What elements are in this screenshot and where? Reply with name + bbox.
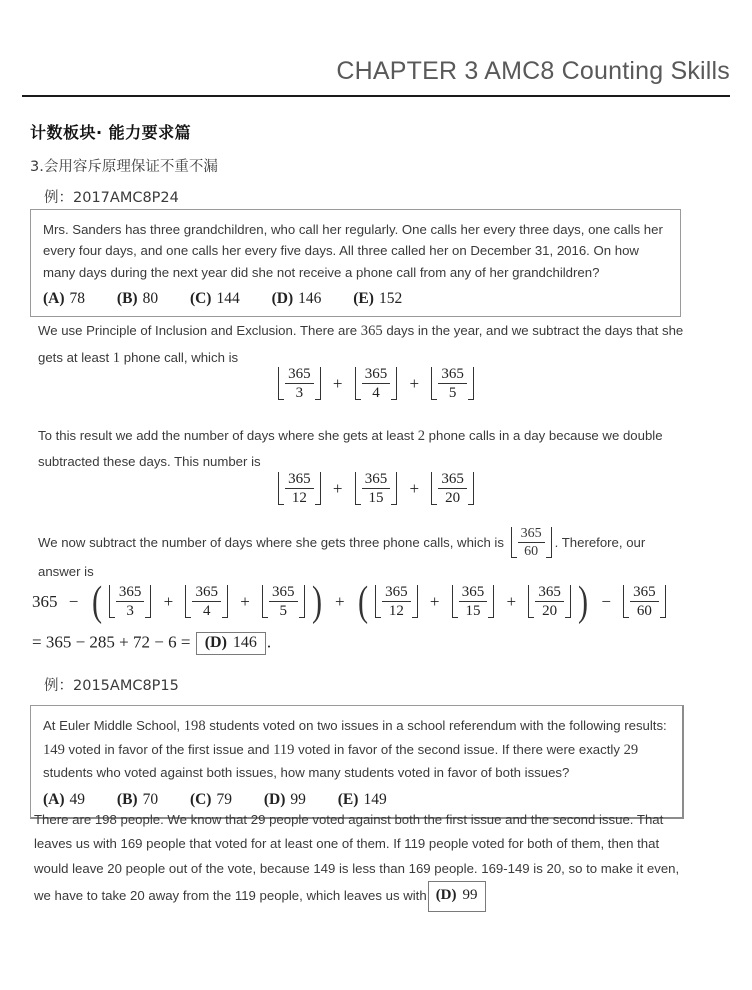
choice-a[interactable] [43, 791, 85, 809]
sol1-text-a: We use Principle of Inclusion and Exclusion. There are [38, 323, 361, 338]
sol2-number-2: 2 [417, 428, 426, 444]
chapter-title: CHAPTER 3 AMC8 Counting Skills [336, 57, 730, 85]
sol2-text-b: phone calls in a day because we double subtracted these days. This number is [38, 428, 663, 469]
choice-e-value: 152 [378, 290, 403, 308]
choice-c-value: 144 [216, 290, 240, 308]
sol1-number-365: 365 [360, 323, 383, 339]
floor-365-over-3 [278, 366, 321, 401]
floor-365-over-60 [623, 584, 666, 619]
frac-num: 365 [192, 584, 221, 602]
floor-365-over-20 [431, 471, 474, 506]
header-divider [22, 95, 730, 97]
inline-floor-365-over-60 [510, 526, 553, 559]
choice-c-value: 79 [216, 790, 232, 808]
result-suffix: . [266, 632, 272, 652]
choice-c-letter: (C) [189, 290, 212, 308]
floor-365-over-12 [375, 584, 418, 619]
choice-d-value: 99 [290, 790, 306, 808]
choice-a[interactable] [43, 290, 85, 308]
section-heading: 计数板块· 能力要求篇 [30, 123, 192, 142]
frac-den: 4 [202, 603, 211, 620]
choice-c-letter: (C) [189, 790, 212, 808]
answer-choices-1 [43, 290, 668, 308]
choice-d[interactable] [272, 290, 322, 308]
problem-2-text-b: students voted on two issues in a school referendum with the following [205, 718, 621, 733]
problem-2-text-g: students who voted against both issues, how many students voted in favor of both issues? [43, 765, 570, 781]
boxed-answer-1 [196, 632, 266, 655]
frac-den: 15 [465, 603, 481, 620]
left-paren-2: ( [357, 578, 368, 625]
frac-num: 365 [382, 584, 411, 602]
frac-num: 365 [285, 471, 314, 489]
frac-num: 365 [362, 471, 391, 489]
choice-d[interactable] [264, 791, 306, 809]
problem-2-text-a: At Euler Middle School, [43, 718, 184, 733]
frac-num: 365 [116, 584, 145, 602]
boxed-answer-2 [428, 881, 486, 912]
choice-e-value: 149 [363, 790, 387, 808]
choice-e-letter: (E) [353, 290, 374, 308]
sol1-text-b: days in the year, and we subtract the days that she gets at least [38, 323, 684, 365]
frac-den: 12 [291, 490, 307, 507]
frac-den: 3 [126, 603, 134, 620]
problem-2-number-198: 198 [183, 718, 206, 734]
sol2-text-a: To this result we add the number of days where she gets at least [38, 428, 418, 443]
frac-den: 12 [388, 603, 404, 620]
choice-b-letter: (B) [116, 290, 138, 308]
floor-365-over-5 [431, 366, 474, 401]
right-paren-1: ) [311, 578, 322, 625]
minus-operator: − [601, 591, 611, 611]
choice-b-value: 70 [142, 790, 159, 808]
choice-d-letter: (D) [271, 290, 294, 308]
right-paren-2: ) [578, 578, 589, 625]
problem-1-line-3: days during the next year did she not receive a phone call from any of her grandchildren? [78, 264, 600, 280]
solution-paragraph-4 [34, 808, 694, 912]
solution-paragraph-3 [38, 527, 688, 585]
frac-den: 4 [372, 385, 380, 402]
frac-den: 60 [524, 544, 539, 560]
problem-statement-1 [43, 219, 668, 283]
choice-e-letter: (E) [337, 790, 359, 808]
example-label-2: 例：2015AMC8P15 [44, 678, 179, 694]
plus-operator: + [409, 373, 420, 393]
frac-num: 365 [285, 366, 314, 384]
sol3-text-b: . Therefore, our answer is [38, 535, 646, 580]
left-paren-1: ( [91, 578, 102, 625]
section-subheading: 3.会用容斥原理保证不重不漏 [30, 159, 218, 175]
problem-2-text-d: voted in favor of the first issue and [64, 741, 274, 757]
sol1-number-1: 1 [112, 349, 121, 366]
plus-operator: + [506, 591, 517, 611]
problem-2-number-29: 29 [623, 741, 639, 758]
formula-result-line [32, 632, 271, 655]
boxed-answer-value: 99 [462, 887, 478, 904]
choice-b-value: 80 [142, 290, 159, 308]
frac-den: 5 [279, 603, 288, 620]
solution-paragraph-1 [38, 318, 688, 372]
choice-e[interactable] [353, 290, 402, 308]
formula-final-expression [32, 578, 667, 625]
formula-inclusion-exclusion-1 [0, 366, 752, 401]
plus-operator: + [335, 591, 345, 611]
sol4-line-3: then that would leave 20 people out of the vote, because 149 is less than 169 people. 169-149 is 20, so to [34, 836, 660, 876]
plus-operator: + [429, 591, 440, 611]
frac-num: 365 [518, 526, 545, 543]
floor-365-over-3 [109, 584, 152, 619]
choice-a-value: 49 [69, 790, 86, 808]
frac-num: 365 [535, 584, 564, 602]
choice-c[interactable] [190, 290, 240, 308]
plus-operator: + [332, 373, 343, 393]
floor-365-over-15 [452, 584, 495, 619]
plus-operator: + [332, 478, 343, 498]
choice-b-letter: (B) [116, 790, 138, 808]
problem-2-text-c: results: [624, 718, 667, 733]
frac-num: 365 [269, 584, 298, 602]
problem-1-line-2: every four days, and one calls her every five days. All three called her on December 31, 2016. On how many [43, 243, 639, 280]
problem-statement-2 [43, 715, 670, 784]
floor-365-over-12 [278, 471, 321, 506]
answer-choices-2 [43, 791, 670, 809]
choice-b[interactable] [117, 290, 158, 308]
problem-2-text-e: voted in favor of the second issue. If there were [294, 741, 576, 757]
sol1-text-c: phone call, which is [120, 349, 239, 365]
choice-a-value: 78 [69, 290, 86, 308]
problem-box-2 [30, 705, 684, 819]
frac-den: 60 [636, 603, 652, 620]
problem-2-text-f: exactly [578, 741, 624, 757]
boxed-answer-letter: (D) [204, 634, 227, 651]
floor-365-over-20 [528, 584, 571, 619]
frac-num: 365 [362, 366, 391, 384]
frac-num: 365 [438, 366, 467, 384]
minus-operator: − [68, 591, 79, 611]
problem-2-number-119: 119 [273, 741, 295, 758]
choice-c[interactable] [190, 791, 232, 809]
sol4-line-2: That leaves us with 169 people that voted for at least one of them. If 119 people voted for both of them, [34, 812, 664, 852]
lead-365: 365 [32, 591, 58, 611]
choice-b[interactable] [117, 791, 158, 809]
frac-num: 365 [630, 584, 659, 602]
example-label-1: 例：2017AMC8P24 [44, 190, 179, 206]
choice-a-letter: (A) [43, 290, 65, 308]
frac-num: 365 [438, 471, 467, 489]
boxed-answer-value: 146 [232, 634, 257, 651]
plus-operator: + [240, 591, 250, 611]
frac-den: 5 [448, 385, 457, 402]
frac-den: 20 [542, 603, 558, 620]
choice-d-letter: (D) [263, 790, 286, 808]
plus-operator: + [409, 478, 420, 498]
frac-num: 365 [459, 584, 488, 602]
problem-2-number-149: 149 [43, 741, 65, 758]
sol4-line-4: make it even, we have to take 20 away from the 119 people, which leaves us with [34, 860, 680, 904]
problem-box-1 [30, 209, 681, 317]
sol3-text-a: We now subtract the number of days where she gets three phone calls, which is [38, 535, 508, 551]
plus-operator: + [163, 591, 174, 611]
frac-den: 15 [368, 490, 384, 507]
floor-365-over-15 [355, 471, 398, 506]
choice-d-value: 146 [298, 290, 322, 308]
page-header [22, 58, 730, 86]
solution-paragraph-2 [38, 423, 688, 474]
sol4-line-1: There are 198 people. We know that 29 people voted against both the first issue and the second issue. [34, 812, 634, 827]
floor-365-over-4 [185, 584, 228, 619]
frac-den: 3 [295, 385, 304, 402]
problem-1-line-1: Mrs. Sanders has three grandchildren, who call her regularly. One calls her every three days, one calls her [43, 222, 663, 237]
floor-365-over-4 [355, 366, 398, 401]
floor-365-over-5 [262, 584, 305, 619]
formula-inclusion-exclusion-2 [0, 471, 752, 506]
result-prefix: = 365 − 285 + 72 − 6 = [32, 632, 191, 652]
choice-a-letter: (A) [43, 790, 65, 808]
frac-den: 20 [445, 490, 461, 507]
boxed-answer-letter: (D) [435, 887, 457, 904]
choice-e[interactable] [338, 791, 387, 809]
